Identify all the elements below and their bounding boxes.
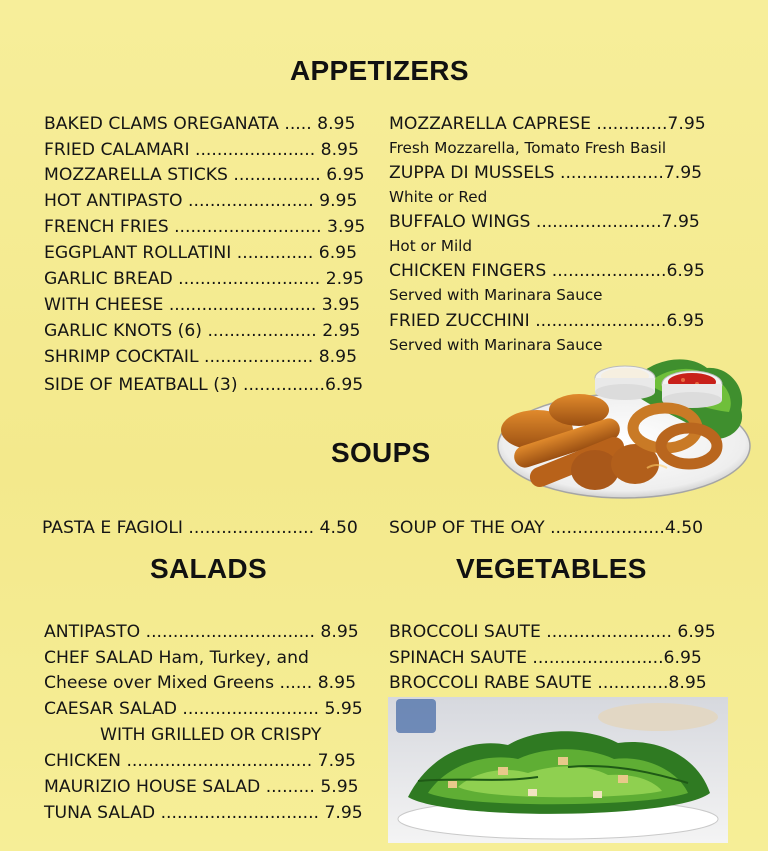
menu-item: Cheese over Mixed Greens ...... 8.95	[44, 673, 357, 693]
menu-item: SHRIMP COCKTAIL .................... 8.95	[44, 347, 357, 367]
menu-item: GARLIC BREAD .......................... 2.95	[44, 269, 364, 289]
menu-item: SPINACH SAUTE ........................6.95	[389, 648, 702, 668]
menu-item: HOT ANTIPASTO ....................... 9.95	[44, 191, 358, 211]
menu-item: WITH CHEESE ........................... 3.95	[44, 295, 361, 315]
menu-item-description: Fresh Mozzarella, Tomato Fresh Basil	[389, 139, 667, 157]
fried-appetizers-photo	[497, 348, 752, 504]
menu-item: SIDE OF MEATBALL (3) ...............6.95	[44, 375, 364, 395]
menu-item: ZUPPA DI MUSSELS ...................7.95	[389, 163, 703, 183]
menu-item: BROCCOLI RABE SAUTE .............8.95	[389, 673, 707, 693]
menu-item: BAKED CLAMS OREGANATA ..... 8.95	[44, 114, 356, 134]
menu-item: BROCCOLI SAUTE ....................... 6.95	[389, 622, 716, 642]
menu-item: TUNA SALAD ............................. 7.95	[44, 803, 363, 823]
menu-item: CHEF SALAD Ham, Turkey, and	[44, 648, 309, 668]
soup-item: SOUP OF THE OAY .....................4.50	[389, 518, 704, 538]
salads-heading: SALADS	[150, 553, 267, 584]
menu-item-description: Hot or Mild	[389, 237, 473, 255]
caesar-salad-photo	[388, 697, 728, 843]
menu-item: FRIED ZUCCHINI ........................6.95	[389, 311, 705, 331]
menu-item-description: Served with Marinara Sauce	[389, 336, 603, 354]
menu-item-description: Served with Marinara Sauce	[389, 286, 603, 304]
vegetables-heading: VEGETABLES	[456, 553, 647, 584]
menu-item: CHICKEN .................................. 7.95	[44, 751, 356, 771]
menu-item: FRIED CALAMARI ...................... 8.95	[44, 140, 359, 160]
menu-item: ANTIPASTO ............................... 8.95	[44, 622, 359, 642]
menu-item: MOZZARELLA STICKS ................ 6.95	[44, 165, 365, 185]
menu-item: BUFFALO WINGS .......................7.95	[389, 212, 700, 232]
menu-item: WITH GRILLED OR CRISPY	[100, 725, 322, 745]
menu-item-description: White or Red	[389, 188, 488, 206]
soups-heading: SOUPS	[331, 437, 431, 468]
appetizers-heading: APPETIZERS	[290, 55, 469, 86]
menu-item: MAURIZIO HOUSE SALAD ......... 5.95	[44, 777, 359, 797]
menu-item: MOZZARELLA CAPRESE .............7.95	[389, 114, 706, 134]
menu-item: GARLIC KNOTS (6) .................... 2.95	[44, 321, 361, 341]
menu-item: FRENCH FRIES ........................... 3.95	[44, 217, 366, 237]
menu-item: CHICKEN FINGERS .....................6.95	[389, 261, 705, 281]
menu-item: EGGPLANT ROLLATINI .............. 6.95	[44, 243, 358, 263]
soup-item: PASTA E FAGIOLI ....................... 4.50	[42, 518, 358, 538]
menu-item: CAESAR SALAD ......................... 5.95	[44, 699, 363, 719]
